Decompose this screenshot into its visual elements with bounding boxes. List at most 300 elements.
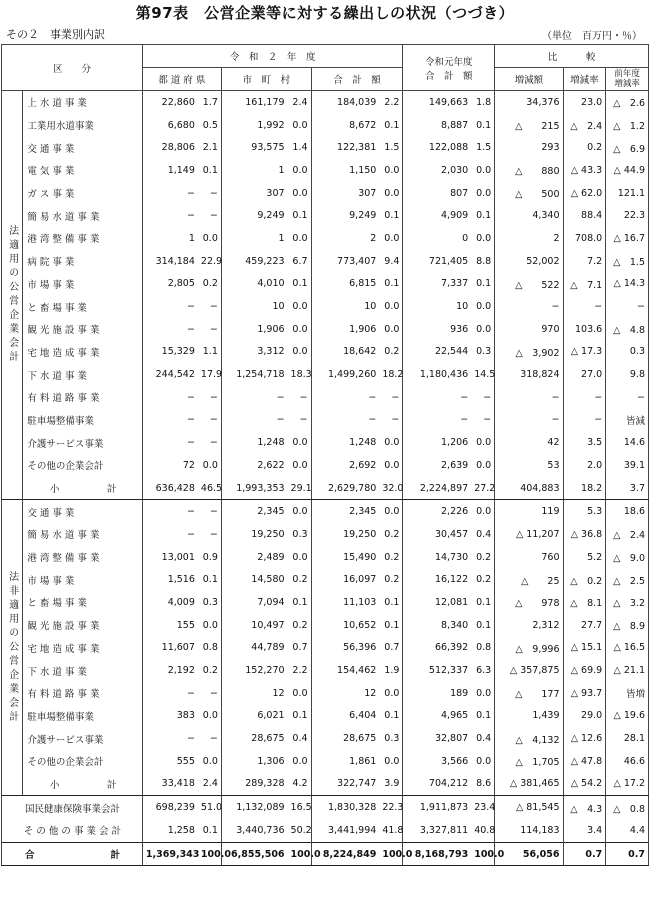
cell-c11: △ 6.9 [606, 136, 649, 159]
cell-c8: 8.6 [471, 773, 495, 796]
table-row [2, 409, 649, 432]
cell-c11: △ 4.8 [606, 318, 649, 341]
cell-c7: 12,081 [403, 591, 471, 614]
cell-c11: 9.8 [606, 363, 649, 386]
row-label: 港 湾 整 備 事 業 [27, 234, 100, 246]
cell-c1: 11,607 [142, 637, 198, 660]
cell-c7: − [403, 409, 471, 432]
cell-c7: 2,224,897 [403, 477, 471, 500]
cell-c11: 0.7 [606, 842, 649, 866]
cell-c8: 0.0 [476, 687, 492, 699]
group-label-nonapplied: 法非適用の公営企業会計 [2, 500, 23, 796]
table-title: 第97表 公営企業等に対する繰出しの状況（つづき） [135, 4, 515, 22]
cell-c4: 0.1 [292, 596, 308, 608]
row-label: 交 通 事 業 [23, 500, 143, 523]
cell-c4: 0.2 [292, 574, 308, 586]
cell-c4: 0.0 [292, 301, 308, 313]
table-row [2, 386, 649, 409]
cell-c6: 0.0 [384, 459, 400, 471]
cell-c7: 3,566 [403, 750, 471, 773]
cell-c1: 1,149 [142, 159, 198, 182]
cell-c6: 3.9 [379, 773, 403, 796]
cell-c5: 3,441,994 [311, 819, 379, 842]
header-reiwa2: 令 和 ２ 年 度 [142, 45, 402, 68]
cell-c4: 0.1 [292, 210, 308, 222]
cell-c1: 383 [142, 705, 198, 728]
cell-c1: 636,428 [142, 477, 198, 500]
row-label: 有 料 道 路 事 業 [27, 689, 100, 701]
cell-c5: 19,250 [311, 523, 379, 546]
cell-c6: 0.0 [379, 500, 403, 523]
cell-c8: 0.8 [476, 642, 492, 654]
cell-c11: △ 16.7 [606, 227, 649, 250]
cell-c6: 0.0 [384, 437, 400, 449]
cell-c10: △ 54.2 [563, 773, 606, 796]
cell-c6: 0.7 [384, 642, 400, 654]
cell-c6: 1.5 [384, 142, 400, 154]
cell-c11: 3.7 [606, 477, 649, 500]
header-shichoson: 市 町 村 [221, 68, 311, 91]
table-row [2, 341, 649, 364]
cell-c5: 2,629,780 [311, 477, 379, 500]
cell-c7: − [403, 386, 471, 409]
cell-c6: − [391, 391, 400, 403]
cell-c11: △ 17.2 [606, 773, 649, 796]
cell-c1: 244,542 [142, 363, 198, 386]
cell-c3: 1,992 [221, 114, 287, 137]
cell-c5: 1,248 [311, 431, 379, 454]
cell-c1: 13,001 [142, 546, 198, 569]
cell-c10: 27.7 [563, 614, 606, 637]
cell-c1: 698,239 [142, 796, 198, 819]
cell-c3: 2,489 [221, 546, 287, 569]
cell-c6: 0.2 [384, 574, 400, 586]
cell-c9: 4,340 [495, 204, 563, 227]
cell-c6: 0.0 [384, 187, 400, 199]
cell-c2: 2.4 [198, 773, 221, 796]
cell-c11: △ 14.3 [606, 273, 649, 296]
cell-c7: 1,206 [403, 431, 471, 454]
cell-c7: 32,807 [403, 727, 471, 750]
cell-c4: 0.4 [292, 733, 308, 745]
cell-c1: − [142, 500, 198, 523]
cell-c7: 7,337 [403, 273, 471, 296]
cell-c5: 184,039 [311, 91, 379, 114]
cell-c2: − [209, 437, 218, 449]
table-row [2, 454, 649, 477]
cell-c4: 0.2 [292, 619, 308, 631]
cell-c1: 6,680 [142, 114, 198, 137]
cell-c9: − [495, 386, 563, 409]
cell-c9: △ 215 [495, 114, 563, 137]
cell-c1: 1 [142, 227, 198, 250]
cell-c6: 0.1 [384, 710, 400, 722]
table-row [2, 659, 649, 682]
cell-c9: △ 81,545 [495, 796, 563, 819]
row-label: 小 計 [23, 477, 143, 500]
cell-c9: 2 [495, 227, 563, 250]
row-label: 観 光 施 設 事 業 [27, 621, 100, 633]
cell-c5: 8,672 [311, 114, 379, 137]
cell-c6: 0.0 [384, 232, 400, 244]
cell-c2: 0.2 [202, 278, 218, 290]
cell-c10: △ 62.0 [563, 182, 606, 205]
cell-c4: 0.0 [292, 232, 308, 244]
header-zennendo-line1: 前年度 [614, 69, 640, 79]
cell-c10: 3.4 [563, 819, 606, 842]
cell-c9: 114,183 [495, 819, 563, 842]
cell-c4: 0.0 [292, 187, 308, 199]
cell-c11: 39.1 [606, 454, 649, 477]
cell-c1: 1,258 [142, 819, 198, 842]
cell-c8: 0.1 [476, 710, 492, 722]
cell-c5: 10,652 [311, 614, 379, 637]
cell-c1: 15,329 [142, 341, 198, 364]
cell-c10: 103.6 [563, 318, 606, 341]
cell-c1: 555 [142, 750, 198, 773]
cell-c2: − [209, 414, 218, 426]
cell-c8: − [483, 391, 492, 403]
cell-c9: 293 [495, 136, 563, 159]
cell-c2: − [209, 210, 218, 222]
header-kubun: 区 分 [2, 45, 143, 91]
header-todofuken: 都 道 府 県 [142, 68, 221, 91]
table-row [2, 500, 649, 523]
cell-c11: 皆増 [606, 682, 649, 705]
row-label: 簡 易 水 道 事 業 [27, 530, 100, 542]
cell-c9: △ 357,875 [495, 659, 563, 682]
cell-c10: 0.2 [563, 136, 606, 159]
cell-c3: 2,622 [221, 454, 287, 477]
cell-c5: 28,675 [311, 727, 379, 750]
cell-c6: 0.1 [384, 119, 400, 131]
cell-c5: 12 [311, 682, 379, 705]
cell-c9: △ 9,996 [495, 637, 563, 660]
cell-c2: 100.0 [198, 842, 221, 866]
cell-c9: 404,883 [495, 477, 563, 500]
row-label: 小 計 [23, 773, 143, 796]
row-label: 交 通 事 業 [27, 143, 75, 155]
cell-c4: 50.2 [290, 824, 312, 836]
table-row [2, 318, 649, 341]
cell-c3: − [221, 386, 287, 409]
cell-c6: 18.2 [382, 369, 404, 381]
cell-c2: 0.3 [202, 596, 218, 608]
cell-c11: △ 0.8 [606, 796, 649, 819]
header-reiwa1-line2: 合 計 額 [425, 70, 473, 82]
cell-c8: 0.4 [476, 733, 492, 745]
cell-c8: 0.4 [476, 528, 492, 540]
cell-c1: 2,805 [142, 273, 198, 296]
table-row [2, 204, 649, 227]
cell-c6: 0.2 [384, 551, 400, 563]
cell-c7: 1,180,436 [403, 363, 471, 386]
cell-c8: 0.0 [476, 755, 492, 767]
cell-c8: − [483, 414, 492, 426]
table-row [2, 796, 649, 819]
cell-c2: 51.0 [198, 796, 221, 819]
table-row [2, 295, 649, 318]
cell-c10: 27.0 [563, 363, 606, 386]
cell-c9: 53 [495, 454, 563, 477]
row-label: 下 水 道 事 業 [27, 370, 87, 382]
cell-c7: 8,887 [403, 114, 471, 137]
cell-c8: 0.0 [476, 437, 492, 449]
cell-c10: △ 93.7 [563, 682, 606, 705]
cell-c6: 0.3 [384, 733, 400, 745]
cell-c3: 3,312 [221, 341, 287, 364]
table-row [2, 136, 649, 159]
table-row [2, 227, 649, 250]
cell-c11: − [606, 295, 649, 318]
cell-c5: 6,404 [311, 705, 379, 728]
row-label: 国民健康保険事業会計 [2, 796, 143, 819]
cell-c8: 0.1 [476, 619, 492, 631]
cell-c7: 936 [403, 318, 471, 341]
row-label: 港 湾 整 備 事 業 [27, 553, 100, 565]
cell-c10: 708.0 [563, 227, 606, 250]
cell-c9: 1,439 [495, 705, 563, 728]
cell-c8: 0.2 [476, 551, 492, 563]
row-label: 駐車場整備事業 [27, 415, 94, 427]
cell-c8: 0.0 [471, 500, 495, 523]
header-zougenritsu: 増減率 [563, 68, 606, 91]
cell-c3: 2,345 [221, 500, 287, 523]
table-row [2, 750, 649, 773]
cell-c5: 2 [311, 227, 379, 250]
cell-c10: △ 43.3 [563, 159, 606, 182]
cell-c8: 0.0 [476, 187, 492, 199]
row-label: 介護サービス事業 [27, 734, 104, 746]
table-row [2, 523, 649, 546]
cell-c4: 18.3 [290, 369, 312, 381]
cell-c2: 0.0 [202, 232, 218, 244]
cell-c5: 9,249 [311, 204, 379, 227]
cell-c7: 8,340 [403, 614, 471, 637]
cell-c5: 10 [311, 295, 379, 318]
cell-c11: △ 8.9 [606, 614, 649, 637]
cell-c1: 72 [142, 454, 198, 477]
cell-c11: 46.6 [606, 750, 649, 773]
cell-c6: 1.9 [384, 665, 400, 677]
cell-c9: 2,312 [495, 614, 563, 637]
cell-c3: 1,248 [221, 431, 287, 454]
cell-c3: 44,789 [221, 637, 287, 660]
cell-c3: 1 [221, 159, 287, 182]
cell-c4: − [299, 414, 308, 426]
cell-c10: △ 0.2 [563, 568, 606, 591]
cell-c3: 9,249 [221, 204, 287, 227]
cell-c3: 19,250 [221, 523, 287, 546]
cell-c11: 皆減 [606, 409, 649, 432]
header-hikaku: 比 較 [495, 45, 649, 68]
row-label: 電 気 事 業 [27, 166, 75, 178]
cell-c11: 28.1 [606, 727, 649, 750]
cell-c11: 18.6 [606, 500, 649, 523]
cell-c6: 0.1 [384, 596, 400, 608]
cell-c2: − [209, 323, 218, 335]
cell-c8: 14.5 [474, 369, 496, 381]
cell-c3: 7,094 [221, 591, 287, 614]
table-row [2, 819, 649, 842]
cell-c1: − [142, 318, 198, 341]
cell-c8: 0.1 [476, 119, 492, 131]
cell-c9: 34,376 [495, 91, 563, 114]
cell-c2: 22.9 [200, 255, 223, 267]
cell-c7: 189 [403, 682, 471, 705]
cell-c1: − [142, 386, 198, 409]
cell-c1: − [142, 182, 198, 205]
cell-c2: − [209, 187, 218, 199]
cell-c10: 0.7 [563, 842, 606, 866]
cell-c8: 27.2 [471, 477, 495, 500]
cell-c10: − [563, 386, 606, 409]
cell-c4: 0.0 [292, 755, 308, 767]
row-label: 駐車場整備事業 [27, 711, 94, 723]
cell-c10: 88.4 [563, 204, 606, 227]
cell-c5: 1,906 [311, 318, 379, 341]
cell-c4: 0.1 [292, 278, 308, 290]
cell-c5: 8,224,849 [311, 842, 379, 866]
cell-c2: − [209, 301, 218, 313]
cell-c8: 0.0 [476, 301, 492, 313]
cell-c4: 100.0 [288, 842, 311, 866]
cell-c2: 0.2 [202, 665, 218, 677]
cell-c5: 18,642 [311, 341, 379, 364]
cell-c2: 0.1 [202, 824, 218, 836]
cell-c8: 6.3 [476, 665, 492, 677]
cell-c3: 14,580 [221, 568, 287, 591]
cell-c9: △ 4,132 [495, 727, 563, 750]
group-label-applied: 法適用の公営企業会計 [2, 91, 23, 500]
cell-c6: 32.0 [379, 477, 403, 500]
row-label: 簡 易 水 道 事 業 [27, 211, 100, 223]
cell-c7: 3,327,811 [403, 819, 471, 842]
table-row [2, 250, 649, 273]
cell-c9: △ 177 [495, 682, 563, 705]
cell-c9: △ 25 [495, 568, 563, 591]
cell-c6: 0.1 [384, 278, 400, 290]
cell-c6: 2.2 [379, 91, 403, 114]
cell-c2: 1.7 [198, 91, 221, 114]
cell-c5: 1,861 [311, 750, 379, 773]
cell-c1: 2,192 [142, 659, 198, 682]
table-row [2, 431, 649, 454]
cell-c1: 1,516 [142, 568, 198, 591]
cell-c7: 16,122 [403, 568, 471, 591]
cell-c10: − [563, 295, 606, 318]
cell-c3: 459,223 [221, 250, 287, 273]
cell-c6: 0.2 [384, 346, 400, 358]
cell-c3: 10 [221, 295, 287, 318]
cell-c7: 512,337 [403, 659, 471, 682]
cell-c1: − [142, 523, 198, 546]
header-zennendo [606, 68, 649, 91]
cell-c4: 2.2 [292, 665, 308, 677]
cell-c8: 1.5 [476, 142, 492, 154]
cell-c2: 0.1 [202, 164, 218, 176]
cell-c4: 0.0 [292, 323, 308, 335]
cell-c4: 1.4 [292, 142, 308, 154]
header-reiwa1-line1: 令和元年度 [425, 56, 473, 68]
cell-c8: 0.0 [476, 232, 492, 244]
cell-c7: 10 [403, 295, 471, 318]
cell-c4: 0.0 [292, 459, 308, 471]
cell-c2: 0.0 [202, 619, 218, 631]
cell-c9: − [495, 295, 563, 318]
cell-c2: 0.0 [202, 755, 218, 767]
cell-c4: 16.5 [288, 796, 311, 819]
cell-c9: △ 3,902 [495, 341, 563, 364]
cell-c1: 155 [142, 614, 198, 637]
total-row [2, 842, 649, 866]
cell-c10: − [563, 409, 606, 432]
cell-c10: △ 36.8 [563, 523, 606, 546]
row-label: 有 料 道 路 事 業 [27, 393, 100, 405]
cell-c7: 807 [403, 182, 471, 205]
cell-c6: 0.1 [384, 210, 400, 222]
row-label: と 畜 場 事 業 [27, 302, 87, 314]
cell-c10: 7.2 [563, 250, 606, 273]
allocation-table [1, 44, 649, 866]
cell-c5: 6,815 [311, 273, 379, 296]
cell-c6: 0.0 [384, 323, 400, 335]
cell-c10: △ 69.9 [563, 659, 606, 682]
cell-c6: 0.0 [384, 164, 400, 176]
cell-c7: 66,392 [403, 637, 471, 660]
cell-c5: 154,462 [311, 659, 379, 682]
cell-c2: − [209, 528, 218, 540]
cell-c8: 8.8 [476, 255, 492, 267]
cell-c11: △ 1.5 [606, 250, 649, 273]
cell-c1: 28,806 [142, 136, 198, 159]
cell-c2: 46.5 [198, 477, 221, 500]
cell-c8: 0.2 [476, 574, 492, 586]
cell-c5: 322,747 [311, 773, 379, 796]
table-row [2, 182, 649, 205]
cell-c8: 100.0 [471, 842, 495, 866]
row-label: 工業用水道事業 [27, 121, 94, 133]
cell-c11: 14.6 [606, 431, 649, 454]
cell-c11: △ 1.2 [606, 114, 649, 137]
cell-c10: △ 7.1 [563, 273, 606, 296]
cell-c6: 0.0 [384, 301, 400, 313]
cell-c6: − [391, 414, 400, 426]
cell-c2: − [209, 733, 218, 745]
table-row [2, 273, 649, 296]
cell-c10: 29.0 [563, 705, 606, 728]
row-label: その他の企業会計 [27, 757, 104, 769]
cell-c1: − [142, 682, 198, 705]
cell-c8: 0.0 [476, 459, 492, 471]
cell-c1: − [142, 295, 198, 318]
cell-c10: 23.0 [563, 91, 606, 114]
cell-c6: 22.3 [379, 796, 403, 819]
cell-c6: 0.0 [384, 687, 400, 699]
cell-c1: 33,418 [142, 773, 198, 796]
cell-c11: △ 2.4 [606, 523, 649, 546]
header-reiwa1 [403, 45, 495, 91]
cell-c7: 122,088 [403, 136, 471, 159]
cell-c2: 0.1 [202, 574, 218, 586]
cell-c3: 6,021 [221, 705, 287, 728]
cell-c3: 12 [221, 682, 287, 705]
cell-c7: 2,639 [403, 454, 471, 477]
cell-c4: 0.7 [292, 642, 308, 654]
cell-c9: 42 [495, 431, 563, 454]
cell-c8: 23.4 [471, 796, 495, 819]
table-row [2, 614, 649, 637]
